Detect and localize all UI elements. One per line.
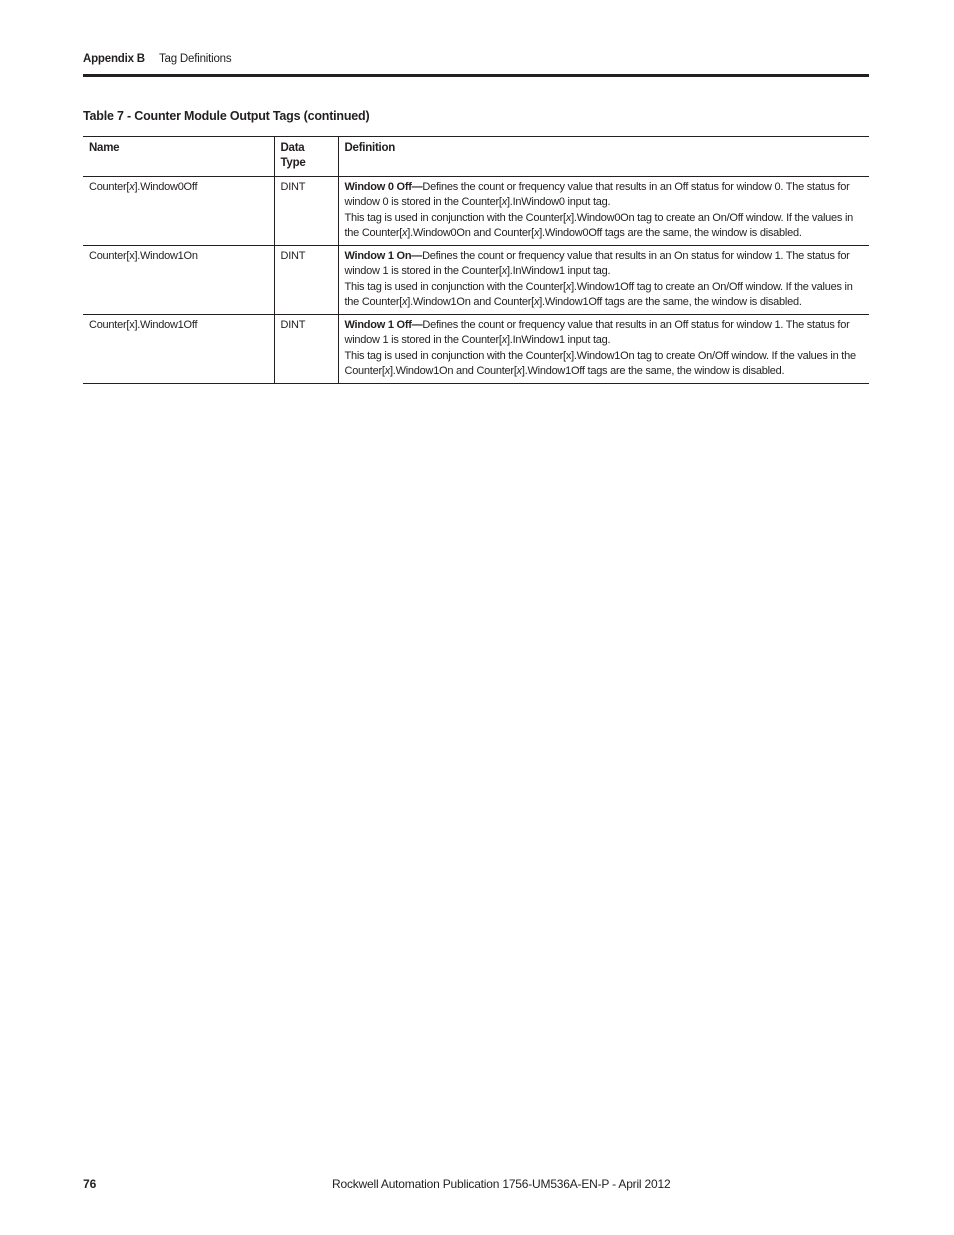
column-header-definition: Definition	[338, 137, 869, 177]
definition-term: Window 1 Off—	[344, 319, 423, 331]
table-row	[83, 246, 869, 315]
appendix-label: Appendix B	[83, 53, 145, 65]
tag-data-type: DINT	[274, 246, 338, 315]
tag-name: Counter[x].Window0Off	[83, 177, 274, 246]
column-header-data-type: Data Type	[274, 137, 338, 177]
tag-definition	[338, 177, 869, 246]
running-header	[83, 53, 231, 65]
section-label: Tag Definitions	[159, 53, 232, 65]
publication-footer: Rockwell Automation Publication 1756-UM536A-EN-P - April 2012	[332, 1177, 671, 1191]
usage-paragraph: This tag is used in conjunction with the Counter[x].Window1On tag to create On/Off window. If the values in the Counter[x].Window1On and Counter[x].Window1Off tags are the same, the window is disabled.	[344, 350, 856, 377]
tag-data-type: DINT	[274, 315, 338, 384]
table-title: Table 7 - Counter Module Output Tags (continued)	[83, 109, 370, 123]
column-header-name: Name	[83, 137, 274, 177]
page-number: 76	[83, 1177, 97, 1191]
usage-paragraph: This tag is used in conjunction with the Counter[x].Window0On tag to create an On/Off window. If the values in the Counter[x].Window0On and Counter[x].Window0Off tags are the same, the window is disabled.	[344, 212, 854, 239]
definition-term: Window 1 On—	[344, 250, 423, 262]
header-rule	[83, 74, 869, 77]
tag-name: Counter[x].Window1Off	[83, 315, 274, 384]
usage-paragraph: This tag is used in conjunction with the Counter[x].Window1Off tag to create an On/Off window. If the values in the Counter[x].Window1On and Counter[x].Window1Off tags are the same, the window is disabled.	[344, 281, 853, 308]
definition-term: Window 0 Off—	[344, 181, 423, 193]
definition-paragraph: Window 1 On—Defines the count or frequency value that results in an On status for window 1. The status for window 1 is stored in the Counter[x].InWindow1 input tag.	[344, 250, 850, 277]
output-tags-table	[83, 136, 869, 384]
tag-definition	[338, 315, 869, 384]
table-row	[83, 315, 869, 384]
definition-paragraph: Window 0 Off—Defines the count or frequency value that results in an Off status for window 0. The status for window 0 is stored in the Counter[x].InWindow0 input tag.	[344, 181, 850, 208]
tag-name: Counter[x].Window1On	[83, 246, 274, 315]
tag-definition	[338, 246, 869, 315]
definition-paragraph: Window 1 Off—Defines the count or frequency value that results in an Off status for window 1. The status for window 1 is stored in the Counter[x].InWindow1 input tag.	[344, 319, 850, 346]
table-row	[83, 177, 869, 246]
table-header-row	[83, 137, 869, 177]
tag-data-type: DINT	[274, 177, 338, 246]
